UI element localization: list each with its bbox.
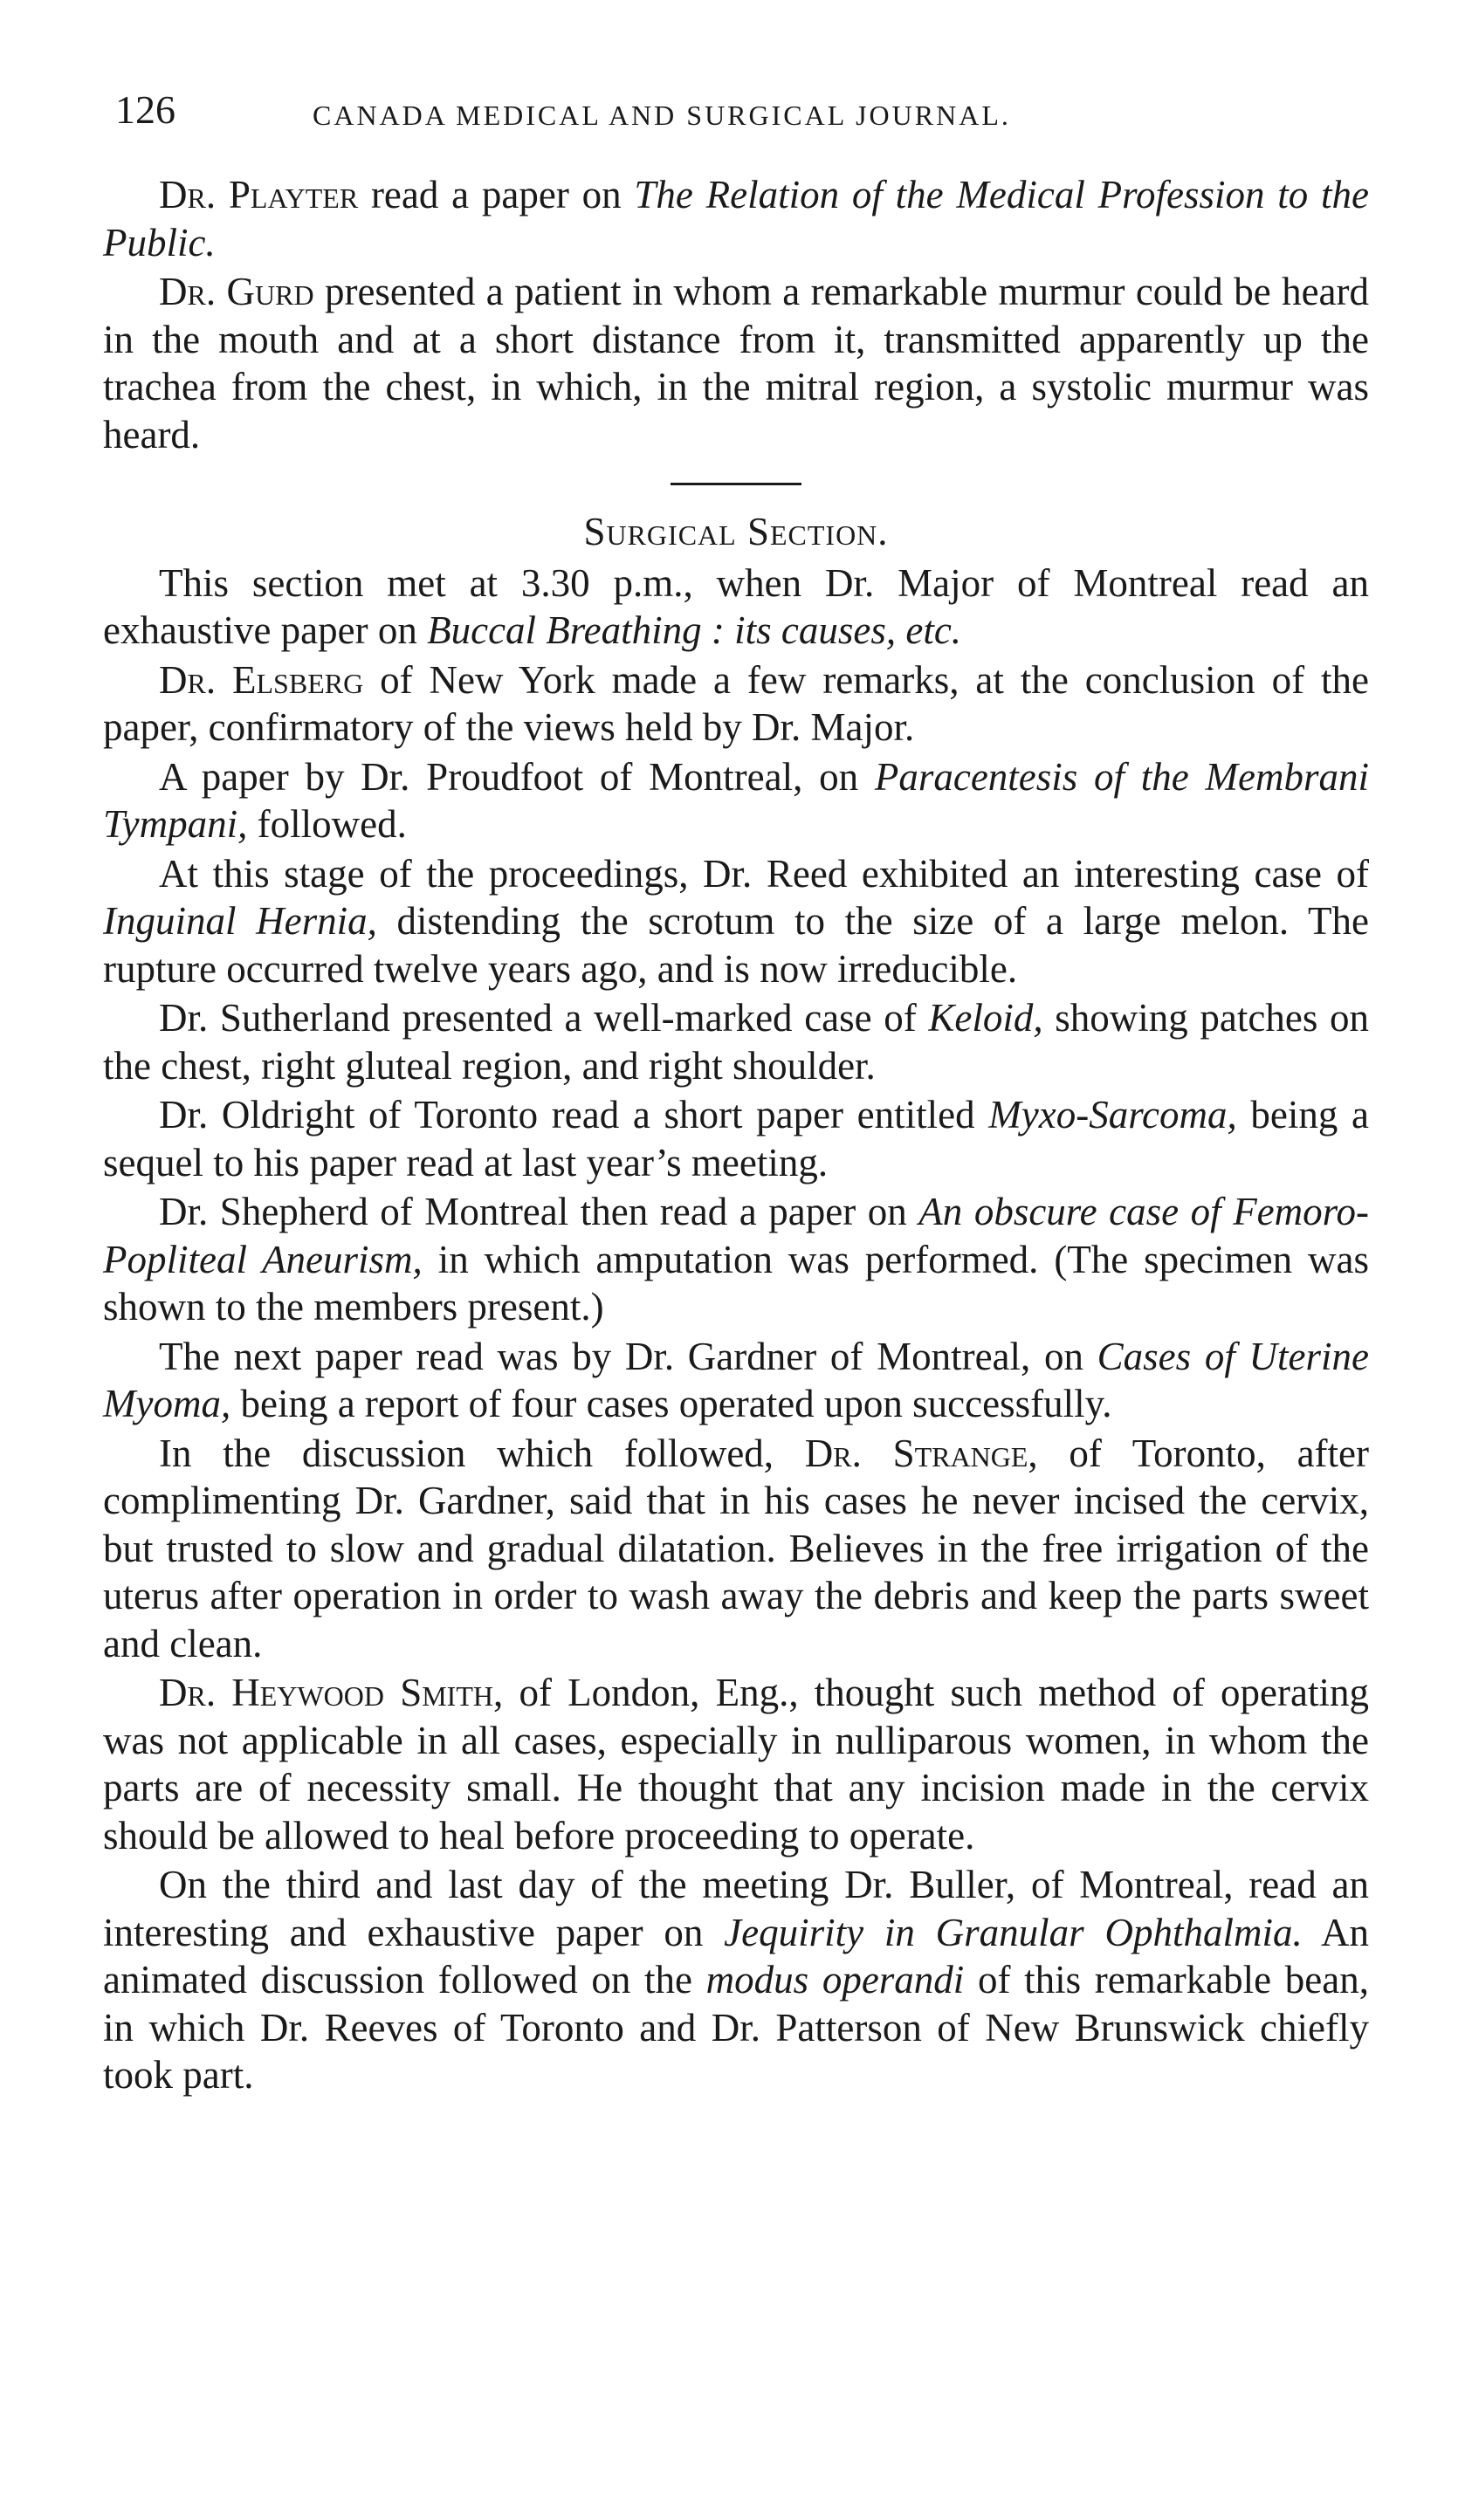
paper-title: Paracentesis of the Membrani Tympani, (103, 754, 1369, 846)
paragraph-text: being a sequel to his paper read at last year’s meeting. (103, 1093, 1369, 1184)
paragraph-text: Dr. Shepherd of Montreal then read a paper on (159, 1190, 919, 1233)
latin-phrase: modus operandi (705, 1958, 965, 2002)
paragraph-text: of this remarkable bean, in which Dr. Reeves of Toronto and Dr. Patterson of New Brunswick chiefly took part. (103, 1958, 1369, 2097)
paragraph-text: showing patches on the chest, right gluteal region, and right shoulder. (103, 996, 1369, 1088)
paragraph-elsberg (103, 656, 1369, 752)
paragraph-text: At this stage of the proceedings, Dr. Reed exhibited an interesting case of (159, 851, 1369, 896)
section-heading: Surgical Section. (583, 510, 889, 553)
paper-title: Cases of Uterine Myoma, (103, 1334, 1369, 1425)
author-name: Dr. Playter (159, 173, 359, 216)
paragraph-text: distending the scrotum to the size of a large melon. The rupture occurred twelve years ago, and is now irreducible. (103, 899, 1369, 991)
paragraph-playter (103, 171, 1369, 266)
paragraph-proudfoot (103, 753, 1369, 848)
paragraph-text: Dr. Oldright of Toronto read a short paper entitled (159, 1093, 989, 1136)
paragraph-reed (103, 850, 1369, 993)
page-header (103, 84, 1378, 136)
paragraph-text: followed. (247, 802, 407, 846)
paper-title: An obscure case of Femoro-Popliteal Aneurism, (103, 1190, 1369, 1281)
paragraph-text: of London, Eng., thought such method of operating was not applicable in all cases, especially in nulliparous women, in whom the parts are of necessity small. He thought that any incision made in the cervix should be allowed to heal before proceeding to operate. (103, 1671, 1369, 1857)
paper-title: Buccal Breathing : its causes, etc. (427, 608, 962, 652)
running-head: CANADA MEDICAL AND SURGICAL JOURNAL. (313, 100, 1011, 131)
paragraph-text: The next paper read was by Dr. Gardner of Montreal, on (159, 1334, 1097, 1378)
paragraph-shepherd (103, 1188, 1369, 1331)
paragraph-oldright (103, 1091, 1369, 1186)
paper-title: Keloid, (928, 996, 1043, 1040)
paragraph-text: A paper by Dr. Proudfoot of Montreal, on (159, 754, 875, 799)
paragraph-buller (103, 1861, 1369, 2099)
section-divider (671, 483, 801, 485)
author-name: Dr. Strange, (804, 1431, 1038, 1475)
paragraph-text: of Toronto, after complimenting Dr. Gardner, said that in his cases he never incised the cervix, but trusted to slow and gradual dilatation. Believes in the free irrigation of the uterus after operation in order to wash away the debris and keep the parts sweet and clean. (103, 1431, 1369, 1665)
paper-title: Jequirity in Granular Ophthalmia. (724, 1910, 1303, 1954)
paragraph-text: of New York made a few remarks, at the conclusion of the paper, confirmatory of the views held by Dr. Major. (103, 657, 1369, 749)
author-name: Dr. Heywood Smith, (159, 1671, 504, 1714)
article-body (103, 171, 1369, 2099)
paper-title: Inguinal Hernia, (103, 899, 377, 943)
paper-title: The Relation of the Medical Profession to the Public. (103, 173, 1370, 264)
paragraph-strange (103, 1430, 1369, 1668)
paper-title: Myxo-Sarcoma, (988, 1093, 1237, 1136)
page-number: 126 (115, 87, 175, 132)
paragraph-text: in which amputation was performed. (The specimen was shown to the members present.) (103, 1237, 1369, 1329)
paragraph-text: In the discussion which followed, (159, 1431, 805, 1475)
paragraph-text: presented a patient in whom a remarkable murmur could be heard in the mouth and at a short distance from it, transmitted apparently up the trachea from the chest, in which, in the mitral region, a systolic murmur was heard. (103, 270, 1370, 457)
author-name: Dr. Gurd (159, 270, 314, 313)
paragraph-gardner (103, 1333, 1369, 1428)
paragraph-gurd (103, 268, 1369, 458)
paragraph-text: On the third and last day of the meeting Dr. Buller, of Montreal, read an interesting and exhaustive paper on (103, 1863, 1369, 1954)
paragraph-text: Dr. Sutherland presented a well-marked case of (159, 996, 929, 1040)
paragraph-major (103, 560, 1369, 655)
paragraph-text: This section met at 3.30 p.m., when Dr. Major of Montreal read an exhaustive paper on (103, 560, 1369, 652)
paragraph-heywood-smith (103, 1669, 1369, 1859)
paragraph-text: An animated discussion followed on the (103, 1910, 1370, 2002)
author-name: Dr. Elsberg (159, 657, 364, 702)
paragraph-sutherland (103, 994, 1369, 1089)
paragraph-text: being a report of four cases operated upon successfully. (230, 1382, 1112, 1425)
paragraph-text: read a paper on (358, 173, 635, 216)
